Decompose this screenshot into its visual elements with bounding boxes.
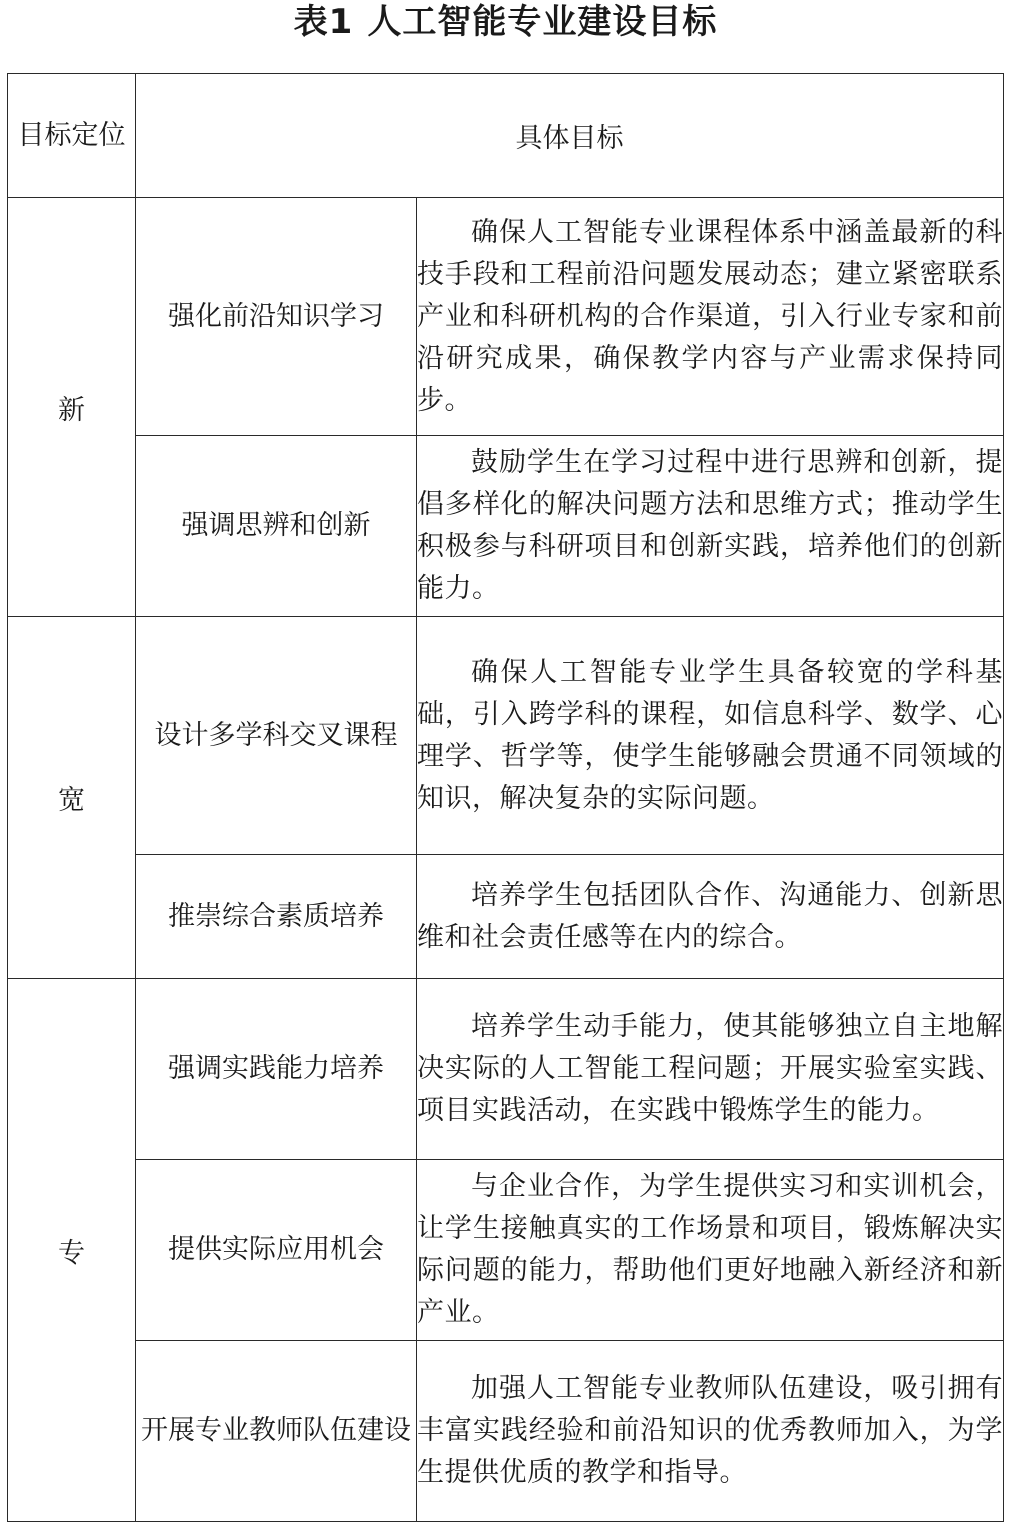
description-cell: 确保人工智能专业课程体系中涵盖最新的科技手段和工程前沿问题发展动态；建立紧密联系产业和科研机构的合作渠道，引入行业专家和前沿研究成果，确保教学内容与产业需求保持同步。 [417,198,1004,436]
category-cell: 新 [8,198,136,617]
subgoal-cell: 推崇综合素质培养 [136,855,417,979]
table-row [8,855,1004,979]
table-row [8,198,1004,436]
description-cell: 确保人工智能专业学生具备较宽的学科基础，引入跨学科的课程，如信息科学、数学、心理学、哲学等，使学生能够融会贯通不同领域的知识，解决复杂的实际问题。 [417,617,1004,855]
subgoal-cell: 强化前沿知识学习 [136,198,417,436]
table-number: 表1 [293,2,354,42]
subgoal-cell: 提供实际应用机会 [136,1160,417,1341]
table-row [8,979,1004,1160]
subgoal-cell: 强调思辨和创新 [136,436,417,617]
table-row [8,617,1004,855]
category-cell: 专 [8,979,136,1522]
subgoal-cell: 开展专业教师队伍建设 [136,1341,417,1522]
description-cell: 鼓励学生在学习过程中进行思辨和创新，提倡多样化的解决问题方法和思维方式；推动学生积极参与科研项目和创新实践，培养他们的创新能力。 [417,436,1004,617]
table-title: 人工智能专业建设目标 [367,2,718,42]
header-specific-goals: 具体目标 [136,74,1004,198]
subgoal-cell: 设计多学科交叉课程 [136,617,417,855]
subgoal-cell: 强调实践能力培养 [136,979,417,1160]
goals-table [7,73,1004,1522]
table-row [8,1341,1004,1522]
description-cell: 与企业合作，为学生提供实习和实训机会，让学生接触真实的工作场景和项目，锻炼解决实际问题的能力，帮助他们更好地融入新经济和新产业。 [417,1160,1004,1341]
category-cell: 宽 [8,617,136,979]
table-row [8,1160,1004,1341]
table-caption [0,0,1011,50]
header-row [8,74,1004,198]
table-row [8,436,1004,617]
header-positioning: 目标定位 [8,74,136,198]
description-cell: 培养学生包括团队合作、沟通能力、创新思维和社会责任感等在内的综合。 [417,855,1004,979]
description-cell: 培养学生动手能力，使其能够独立自主地解决实际的人工智能工程问题；开展实验室实践、项目实践活动，在实践中锻炼学生的能力。 [417,979,1004,1160]
description-cell: 加强人工智能专业教师队伍建设，吸引拥有丰富实践经验和前沿知识的优秀教师加入，为学生提供优质的教学和指导。 [417,1341,1004,1522]
